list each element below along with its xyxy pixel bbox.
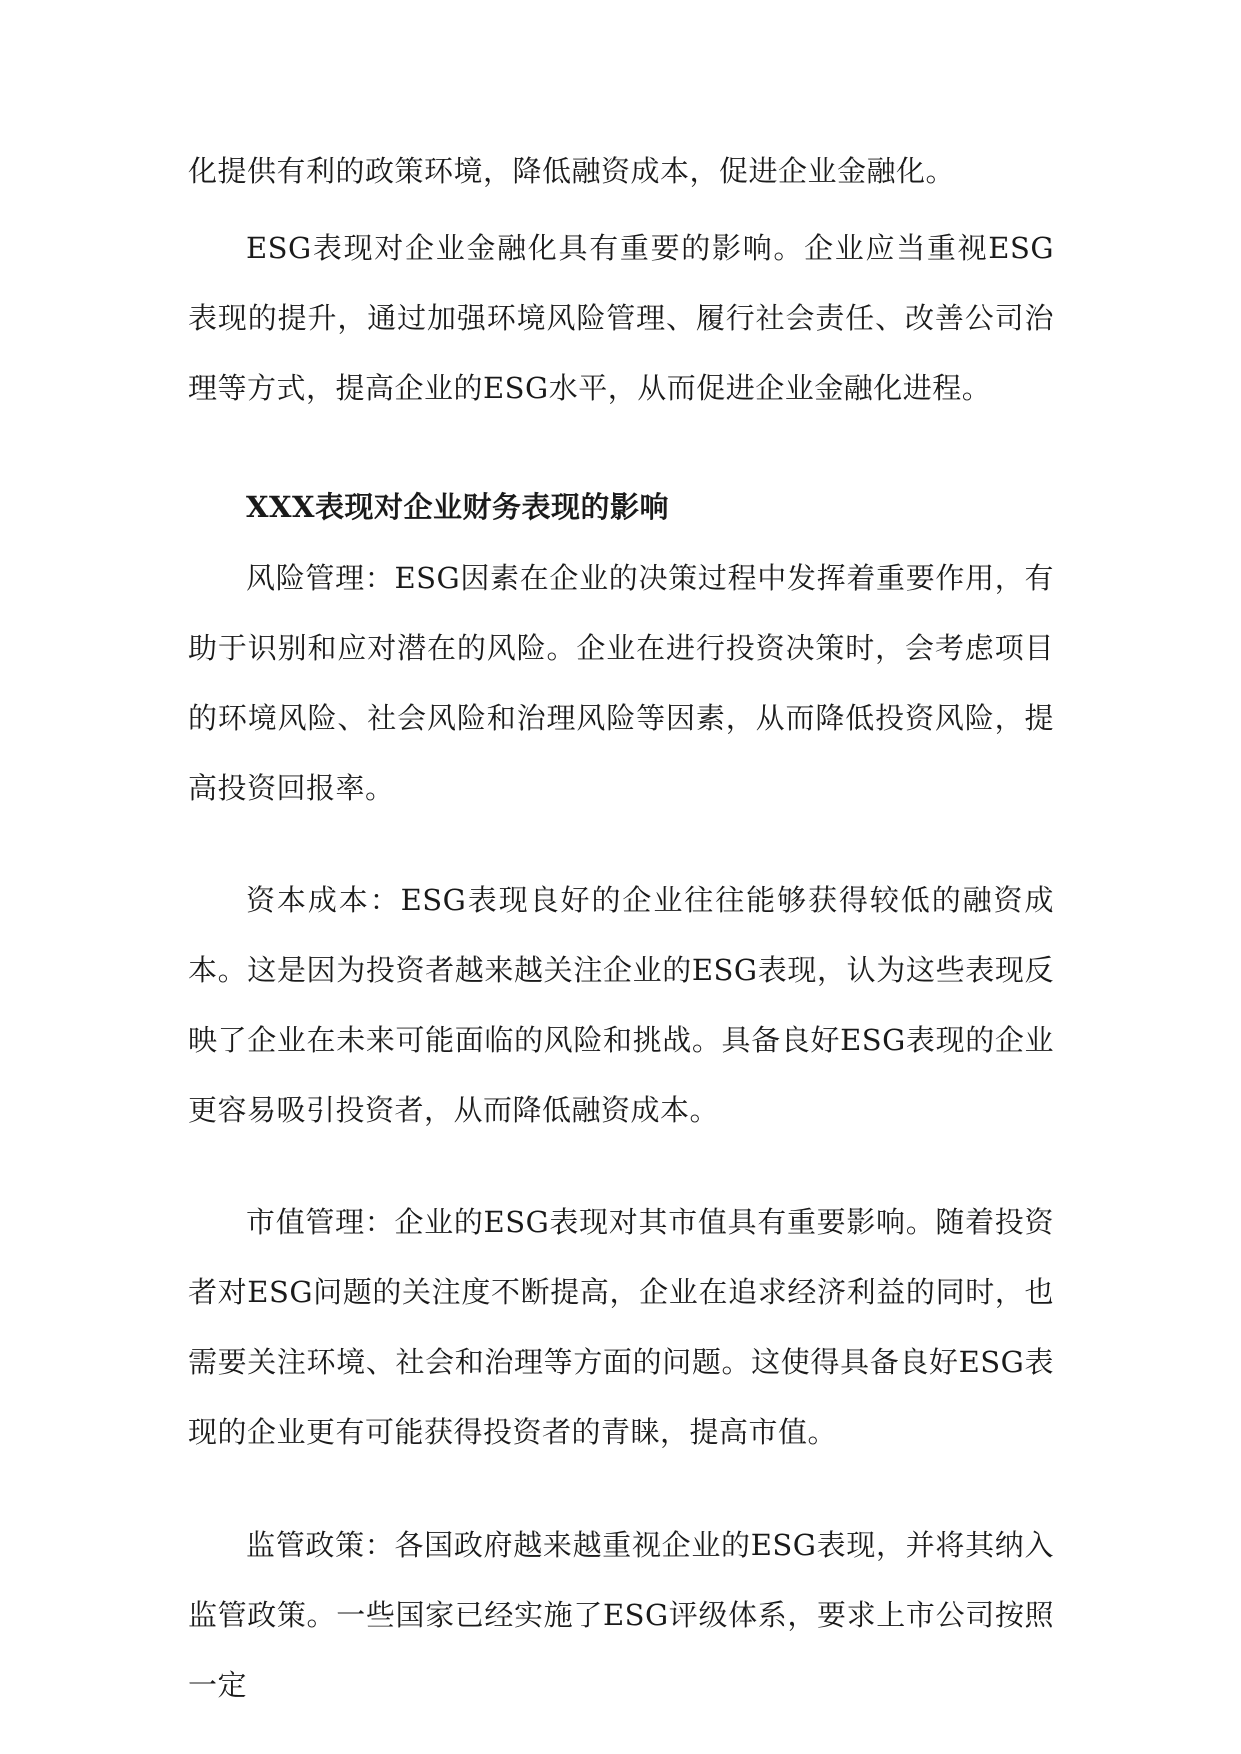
paragraph-capital-cost (188, 865, 1054, 1145)
section-heading (188, 472, 1054, 542)
paragraph-text: 资本成本：ESG表现良好的企业往往能够获得较低的融资成本。这是因为投资者越来越关注企业的ESG表现，认为这些表现反映了企业在未来可能面临的风险和挑战。具备良好ESG表现的企业更容易吸引投资者，从而降低融资成本。 (188, 883, 1054, 1127)
paragraph-regulatory-policy (188, 1510, 1054, 1720)
paragraph-text: 监管政策：各国政府越来越重视企业的ESG表现，并将其纳入监管政策。一些国家已经实施了ESG评级体系，要求上市公司按照一定 (188, 1528, 1054, 1702)
paragraph-text: 市值管理：企业的ESG表现对其市值具有重要影响。随着投资者对ESG问题的关注度不断提高，企业在追求经济利益的同时，也需要关注环境、社会和治理等方面的问题。这使得具备良好ESG表现的企业更有可能获得投资者的青睐，提高市值。 (188, 1205, 1054, 1449)
heading-text: XXX表现对企业财务表现的影响 (246, 490, 670, 524)
paragraph-continuation (188, 136, 1054, 206)
paragraph-text: 风险管理：ESG因素在企业的决策过程中发挥着重要作用，有助于识别和应对潜在的风险。企业在进行投资决策时，会考虑项目的环境风险、社会风险和治理风险等因素，从而降低投资风险，提高投资回报率。 (188, 561, 1054, 805)
paragraph-market-value (188, 1187, 1054, 1467)
paragraph-risk-management (188, 543, 1054, 823)
paragraph-esg-financialization (188, 213, 1054, 423)
paragraph-text: 化提供有利的政策环境，降低融资成本，促进企业金融化。 (188, 154, 956, 188)
paragraph-text: ESG表现对企业金融化具有重要的影响。企业应当重视ESG表现的提升，通过加强环境风险管理、履行社会责任、改善公司治理等方式，提高企业的ESG水平，从而促进企业金融化进程。 (188, 231, 1054, 405)
